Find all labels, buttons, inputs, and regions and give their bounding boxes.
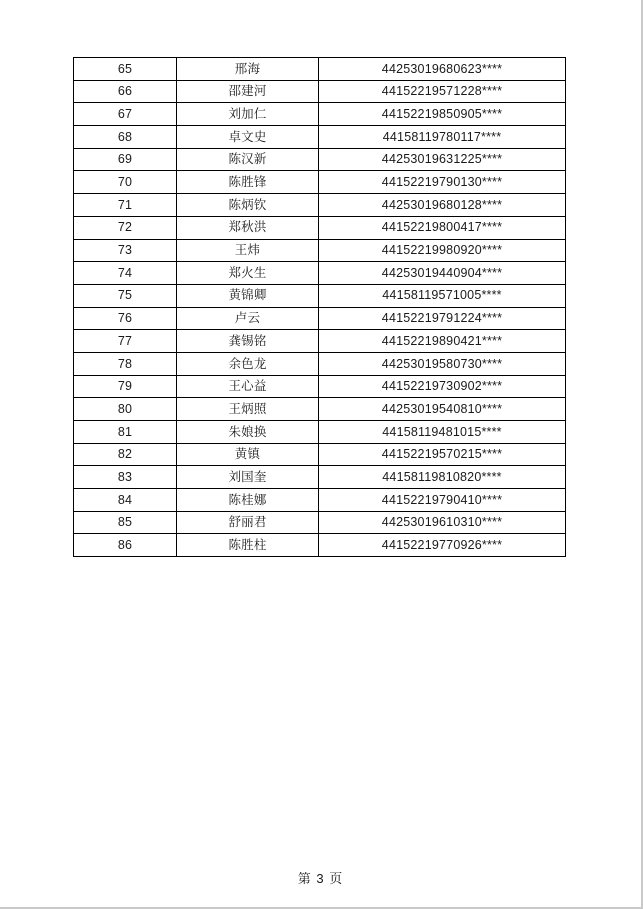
id-number-cell: 44152219730902****	[319, 375, 566, 398]
row-number-cell: 83	[74, 466, 177, 489]
id-number-cell: 44152219980920****	[319, 239, 566, 262]
row-number-cell: 69	[74, 148, 177, 171]
name-cell: 刘加仁	[177, 103, 319, 126]
row-number-cell: 65	[74, 58, 177, 81]
row-number-cell: 70	[74, 171, 177, 194]
table-row	[74, 511, 566, 534]
id-number-cell: 44253019540810****	[319, 398, 566, 421]
row-number-cell: 67	[74, 103, 177, 126]
id-number-cell: 44253019440904****	[319, 262, 566, 285]
row-number-cell: 77	[74, 330, 177, 353]
table-row	[74, 58, 566, 81]
name-cell: 陈胜锋	[177, 171, 319, 194]
id-number-cell: 44152219890421****	[319, 330, 566, 353]
name-cell: 舒丽君	[177, 511, 319, 534]
id-number-cell: 44152219570215****	[319, 443, 566, 466]
id-number-cell: 44158119571005****	[319, 284, 566, 307]
name-cell: 王炜	[177, 239, 319, 262]
table-row	[74, 534, 566, 557]
name-cell: 陈炳钦	[177, 194, 319, 217]
row-number-cell: 74	[74, 262, 177, 285]
row-number-cell: 76	[74, 307, 177, 330]
table-row	[74, 398, 566, 421]
name-cell: 郑秋洪	[177, 216, 319, 239]
table-row	[74, 216, 566, 239]
id-number-cell: 44158119780117****	[319, 126, 566, 149]
name-cell: 邢海	[177, 58, 319, 81]
table-row	[74, 148, 566, 171]
row-number-cell: 82	[74, 443, 177, 466]
id-number-cell: 44152219800417****	[319, 216, 566, 239]
id-number-cell: 44253019631225****	[319, 148, 566, 171]
id-number-cell: 44158119481015****	[319, 421, 566, 444]
name-cell: 余色龙	[177, 352, 319, 375]
table-row	[74, 489, 566, 512]
name-cell: 龚锡铭	[177, 330, 319, 353]
row-number-cell: 85	[74, 511, 177, 534]
id-number-cell: 44152219790130****	[319, 171, 566, 194]
table-row	[74, 375, 566, 398]
id-number-cell: 44253019580730****	[319, 352, 566, 375]
id-number-cell: 44253019610310****	[319, 511, 566, 534]
name-cell: 黄镇	[177, 443, 319, 466]
name-cell: 王炳照	[177, 398, 319, 421]
name-cell: 朱娘换	[177, 421, 319, 444]
table-row	[74, 284, 566, 307]
table-row	[74, 421, 566, 444]
id-number-cell: 44253019680623****	[319, 58, 566, 81]
table-row	[74, 80, 566, 103]
roster-table	[73, 57, 566, 557]
name-cell: 陈胜柱	[177, 534, 319, 557]
row-number-cell: 72	[74, 216, 177, 239]
table-row	[74, 443, 566, 466]
name-cell: 卢云	[177, 307, 319, 330]
table-row	[74, 126, 566, 149]
table-row	[74, 262, 566, 285]
table-row	[74, 239, 566, 262]
id-number-cell: 44152219850905****	[319, 103, 566, 126]
row-number-cell: 79	[74, 375, 177, 398]
row-number-cell: 84	[74, 489, 177, 512]
roster-table-body	[74, 58, 566, 557]
name-cell: 邵建河	[177, 80, 319, 103]
row-number-cell: 86	[74, 534, 177, 557]
table-row	[74, 194, 566, 217]
id-number-cell: 44152219770926****	[319, 534, 566, 557]
name-cell: 王心益	[177, 375, 319, 398]
name-cell: 陈桂娜	[177, 489, 319, 512]
row-number-cell: 80	[74, 398, 177, 421]
row-number-cell: 66	[74, 80, 177, 103]
id-number-cell: 44152219791224****	[319, 307, 566, 330]
table-row	[74, 352, 566, 375]
page-number-label: 第 3 页	[297, 871, 344, 886]
row-number-cell: 71	[74, 194, 177, 217]
table-row	[74, 103, 566, 126]
table-row	[74, 330, 566, 353]
row-number-cell: 68	[74, 126, 177, 149]
id-number-cell: 44253019680128****	[319, 194, 566, 217]
row-number-cell: 81	[74, 421, 177, 444]
name-cell: 郑火生	[177, 262, 319, 285]
id-number-cell: 44152219571228****	[319, 80, 566, 103]
table-row	[74, 307, 566, 330]
name-cell: 卓文史	[177, 126, 319, 149]
row-number-cell: 73	[74, 239, 177, 262]
id-number-cell: 44152219790410****	[319, 489, 566, 512]
name-cell: 黄锦卿	[177, 284, 319, 307]
id-number-cell: 44158119810820****	[319, 466, 566, 489]
row-number-cell: 78	[74, 352, 177, 375]
name-cell: 陈汉新	[177, 148, 319, 171]
table-row	[74, 171, 566, 194]
name-cell: 刘国奎	[177, 466, 319, 489]
row-number-cell: 75	[74, 284, 177, 307]
table-row	[74, 466, 566, 489]
